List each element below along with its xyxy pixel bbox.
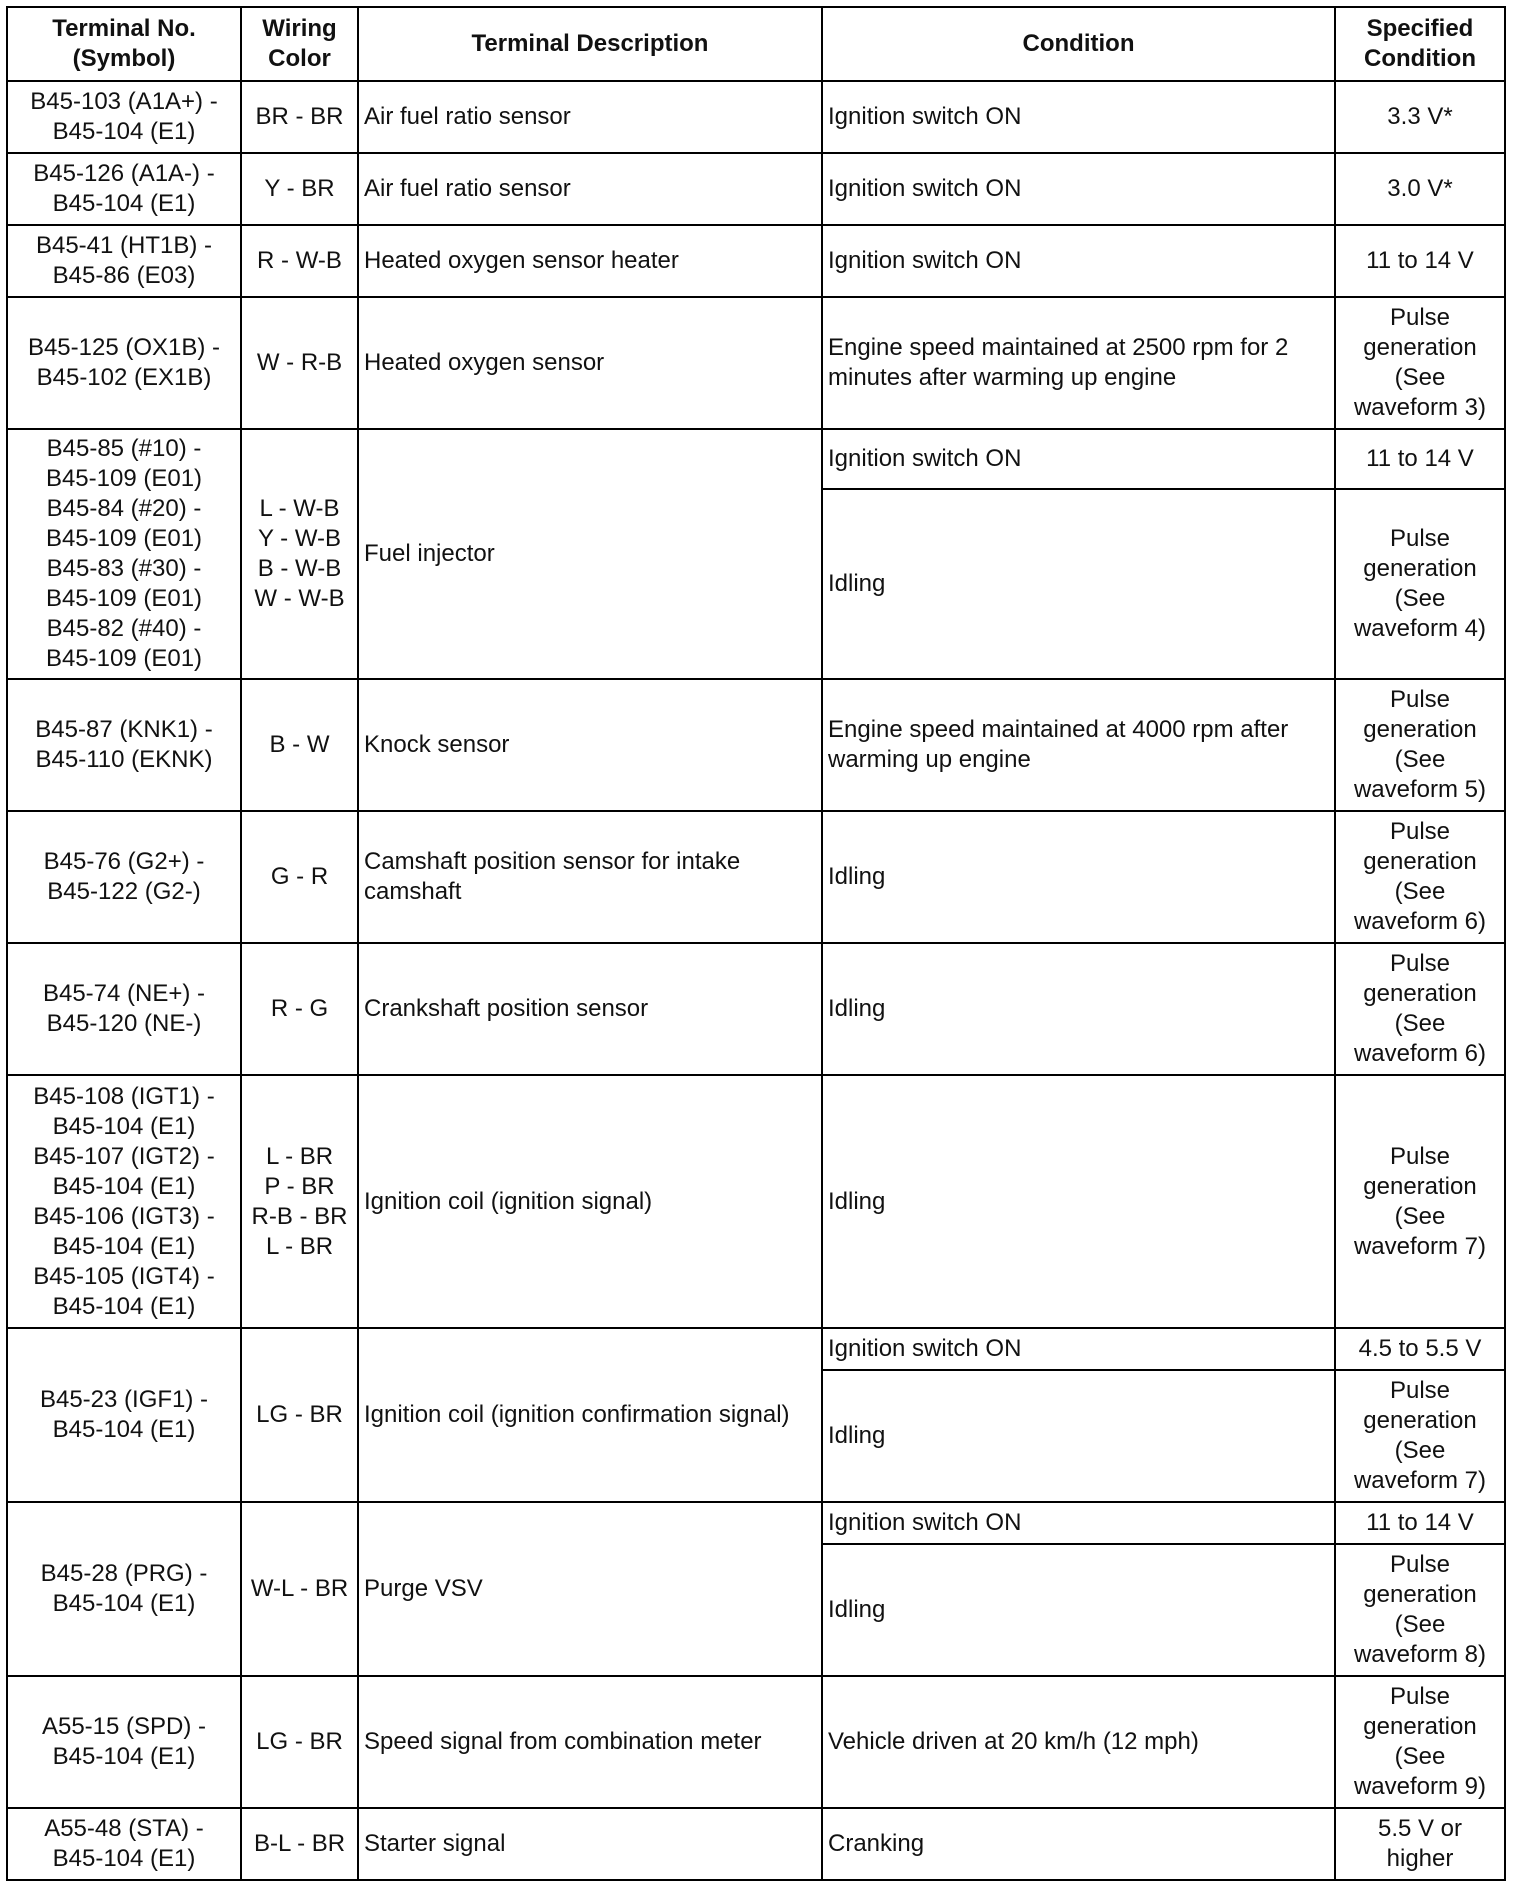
specified-condition-cell: 5.5 V or higher bbox=[1335, 1808, 1505, 1880]
wiring-color-cell: Y - BR bbox=[241, 153, 358, 225]
header-terminal-description: Terminal Description bbox=[358, 7, 822, 81]
wiring-color-cell: LG - BR bbox=[241, 1328, 358, 1502]
specified-condition-cell: Pulse generation (See waveform 7) bbox=[1335, 1370, 1505, 1502]
description-cell: Heated oxygen sensor heater bbox=[358, 225, 822, 297]
terminal-cell: B45-125 (OX1B) - B45-102 (EX1B) bbox=[7, 297, 241, 429]
terminal-cell: A55-48 (STA) - B45-104 (E1) bbox=[7, 1808, 241, 1880]
condition-cell: Ignition switch ON bbox=[822, 225, 1335, 297]
table-row bbox=[7, 81, 1505, 153]
specified-condition-cell: Pulse generation (See waveform 6) bbox=[1335, 943, 1505, 1075]
condition-cell: Ignition switch ON bbox=[822, 81, 1335, 153]
header-terminal: Terminal No. (Symbol) bbox=[7, 7, 241, 81]
specified-condition-cell: 4.5 to 5.5 V bbox=[1335, 1328, 1505, 1370]
terminal-spec-table bbox=[6, 6, 1506, 1881]
specified-condition-cell: Pulse generation (See waveform 8) bbox=[1335, 1544, 1505, 1676]
description-cell: Speed signal from combination meter bbox=[358, 1676, 822, 1808]
wiring-color-cell: R - W-B bbox=[241, 225, 358, 297]
table-row bbox=[7, 1075, 1505, 1328]
terminal-cell: B45-108 (IGT1) - B45-104 (E1) B45-107 (IGT2) - B45-104 (E1) B45-106 (IGT3) - B45-104 (E1) B45-105 (IGT4) - B45-104 (E1) bbox=[7, 1075, 241, 1328]
specified-condition-cell: 3.3 V* bbox=[1335, 81, 1505, 153]
wiring-color-cell: B - W bbox=[241, 679, 358, 811]
condition-cell: Ignition switch ON bbox=[822, 153, 1335, 225]
table-body bbox=[7, 81, 1505, 1880]
wiring-color-cell: BR - BR bbox=[241, 81, 358, 153]
table-row bbox=[7, 679, 1505, 811]
condition-cell: Ignition switch ON bbox=[822, 1328, 1335, 1370]
terminal-cell: B45-87 (KNK1) - B45-110 (EKNK) bbox=[7, 679, 241, 811]
description-cell: Purge VSV bbox=[358, 1502, 822, 1676]
terminal-cell: B45-41 (HT1B) - B45-86 (E03) bbox=[7, 225, 241, 297]
table-row bbox=[7, 1808, 1505, 1880]
condition-cell: Engine speed maintained at 4000 rpm after warming up engine bbox=[822, 679, 1335, 811]
condition-cell: Cranking bbox=[822, 1808, 1335, 1880]
condition-cell: Idling bbox=[822, 1075, 1335, 1328]
wiring-color-cell: R - G bbox=[241, 943, 358, 1075]
wiring-color-cell: L - BR P - BR R-B - BR L - BR bbox=[241, 1075, 358, 1328]
condition-cell: Idling bbox=[822, 943, 1335, 1075]
description-cell: Ignition coil (ignition signal) bbox=[358, 1075, 822, 1328]
condition-cell: Vehicle driven at 20 km/h (12 mph) bbox=[822, 1676, 1335, 1808]
description-cell: Knock sensor bbox=[358, 679, 822, 811]
table-row bbox=[7, 811, 1505, 943]
header-row bbox=[7, 7, 1505, 81]
table-row bbox=[7, 1676, 1505, 1808]
terminal-cell: B45-85 (#10) - B45-109 (E01) B45-84 (#20) - B45-109 (E01) B45-83 (#30) - B45-109 (E01) B45-82 (#40) - B45-109 (E01) bbox=[7, 429, 241, 679]
wiring-color-cell: B-L - BR bbox=[241, 1808, 358, 1880]
table-row bbox=[7, 153, 1505, 225]
description-cell: Heated oxygen sensor bbox=[358, 297, 822, 429]
table-row bbox=[7, 1502, 1505, 1544]
terminal-cell: B45-103 (A1A+) - B45-104 (E1) bbox=[7, 81, 241, 153]
wiring-color-cell: G - R bbox=[241, 811, 358, 943]
specified-condition-cell: Pulse generation (See waveform 6) bbox=[1335, 811, 1505, 943]
specified-condition-cell: 11 to 14 V bbox=[1335, 1502, 1505, 1544]
condition-cell: Idling bbox=[822, 1544, 1335, 1676]
header-wiring-color: Wiring Color bbox=[241, 7, 358, 81]
description-cell: Air fuel ratio sensor bbox=[358, 81, 822, 153]
condition-cell: Ignition switch ON bbox=[822, 1502, 1335, 1544]
wiring-color-cell: W - R-B bbox=[241, 297, 358, 429]
terminal-cell: B45-76 (G2+) - B45-122 (G2-) bbox=[7, 811, 241, 943]
condition-cell: Idling bbox=[822, 811, 1335, 943]
condition-cell: Ignition switch ON bbox=[822, 429, 1335, 489]
specified-condition-cell: 11 to 14 V bbox=[1335, 225, 1505, 297]
terminal-cell: B45-23 (IGF1) - B45-104 (E1) bbox=[7, 1328, 241, 1502]
table-row bbox=[7, 1328, 1505, 1370]
description-cell: Starter signal bbox=[358, 1808, 822, 1880]
table-row bbox=[7, 297, 1505, 429]
wiring-color-cell: W-L - BR bbox=[241, 1502, 358, 1676]
description-cell: Camshaft position sensor for intake camshaft bbox=[358, 811, 822, 943]
specified-condition-cell: 11 to 14 V bbox=[1335, 429, 1505, 489]
description-cell: Crankshaft position sensor bbox=[358, 943, 822, 1075]
description-cell: Ignition coil (ignition confirmation signal) bbox=[358, 1328, 822, 1502]
wiring-color-cell: L - W-B Y - W-B B - W-B W - W-B bbox=[241, 429, 358, 679]
table-header bbox=[7, 7, 1505, 81]
description-cell: Air fuel ratio sensor bbox=[358, 153, 822, 225]
terminal-cell: B45-126 (A1A-) - B45-104 (E1) bbox=[7, 153, 241, 225]
wiring-color-cell: LG - BR bbox=[241, 1676, 358, 1808]
specified-condition-cell: Pulse generation (See waveform 4) bbox=[1335, 489, 1505, 679]
condition-cell: Idling bbox=[822, 489, 1335, 679]
terminal-cell: A55-15 (SPD) - B45-104 (E1) bbox=[7, 1676, 241, 1808]
terminal-cell: B45-74 (NE+) - B45-120 (NE-) bbox=[7, 943, 241, 1075]
terminal-cell: B45-28 (PRG) - B45-104 (E1) bbox=[7, 1502, 241, 1676]
header-condition: Condition bbox=[822, 7, 1335, 81]
specified-condition-cell: Pulse generation (See waveform 7) bbox=[1335, 1075, 1505, 1328]
condition-cell: Idling bbox=[822, 1370, 1335, 1502]
table-row bbox=[7, 943, 1505, 1075]
specified-condition-cell: 3.0 V* bbox=[1335, 153, 1505, 225]
specified-condition-cell: Pulse generation (See waveform 3) bbox=[1335, 297, 1505, 429]
specified-condition-cell: Pulse generation (See waveform 9) bbox=[1335, 1676, 1505, 1808]
table-row bbox=[7, 429, 1505, 489]
description-cell: Fuel injector bbox=[358, 429, 822, 679]
condition-cell: Engine speed maintained at 2500 rpm for 2 minutes after warming up engine bbox=[822, 297, 1335, 429]
table-row bbox=[7, 225, 1505, 297]
header-specified-condition: Specified Condition bbox=[1335, 7, 1505, 81]
specified-condition-cell: Pulse generation (See waveform 5) bbox=[1335, 679, 1505, 811]
